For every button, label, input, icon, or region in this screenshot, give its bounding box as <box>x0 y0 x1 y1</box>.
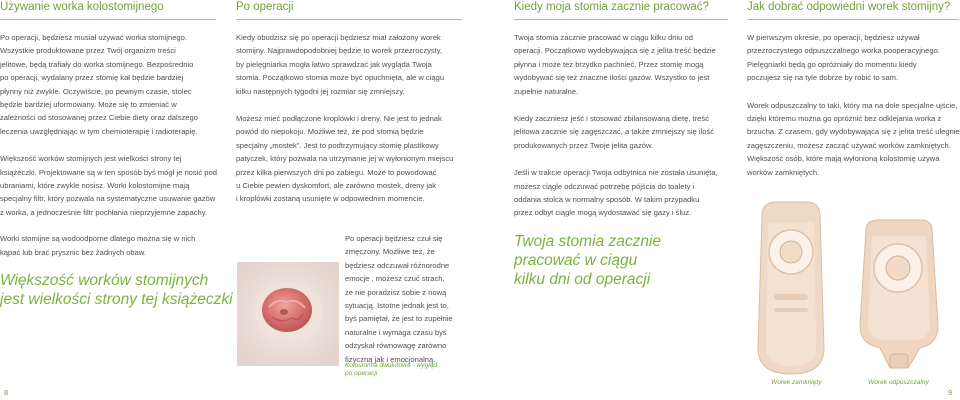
heading-choose-bag: Jak dobrać odpowiedni worek stomijny? <box>747 0 959 20</box>
paragraph-2: Kiedy zaczniesz jeść i stosować zbilansowaną dietę, treść jelitowa zacznie się zagęszczać, a także zmniejszy się ilość produkowanych przez Twoje jelita gazów. <box>514 114 715 150</box>
column-after-surgery <box>236 0 462 206</box>
paragraph-3: Worki stomijne są wodoodporne dlatego można się w nich kąpać lub brać prysznic bez żadnych obaw. <box>0 234 196 257</box>
heading-after-surgery: Po operacji <box>236 0 462 20</box>
page-number-right: 9 <box>948 388 953 397</box>
column-choose-bag <box>747 0 959 179</box>
caption-closed-pouch: Worek zamknięty <box>771 379 822 386</box>
pull-quote: Większość worków stomijnych jest wielkości strony tej książeczki <box>0 272 233 309</box>
column-colostomy-bag <box>0 0 233 309</box>
drainable-pouch-image <box>848 218 948 383</box>
paragraph-1: Po operacji, będziesz musiał używać worka stomijnego. Wszystkie produktowane przez Twój organizm treści jelitowe, będą trafiały do worka stomijnego. Bezpośrednio po operacji, wydalany przez stomię kał będzie bardziej płynny niż zwykle. Oczywiście, po pewnym czasie, stolec będzie bardziej uformowany. Może się to zmieniać w zależności od stosowanej przez Ciebie diety oraz dalszego leczenia uwzględniając w tym chemioterapię i radioterapię. <box>0 33 198 136</box>
paragraph-3: Jeśli w trakcie operacji Twoja odbytnica nie została usunięta, możesz ciągle odczuwać potrzebę pójścia do toalety i oddania stolca w normalny sposób. W takim przypadku przez odbyt ciągle mogą wydostawać się gazy i śluz. <box>514 168 718 218</box>
pull-quote: Twoja stomia zacznie pracować w ciągu kilku dni od operacji <box>514 232 662 288</box>
paragraph-1: Kiedy obudzisz się po operacji będziesz miał założony worek stomijny. Najprawdopodobniej będzie to worek przezroczysty, by pielęgniarka mogła łatwo sprawdzać jak wygląda Twoja stomia. Początkowo stomia może być opuchnięta, ale w ciągu kilku następnych tygodni jej rozmiar się zmniejszy. <box>236 33 445 96</box>
page-number-left: 8 <box>4 388 9 397</box>
closed-pouch-image <box>752 198 830 383</box>
paragraph-2: Worek odpuszczalny to taki, który ma na dole specjalne ujście, dzięki któremu można go opróżnić bez odklejania worka z brzucha. Z czasem, gdy wydobywająca się z jelita treść ulegnie zagęszczeniu, możesz zacząć używać worków zamkniętych. Większość osób, które mają wyłonioną kolostomię używa worków zamkniętych. <box>747 100 960 177</box>
column-when-stoma-works <box>514 0 728 289</box>
paragraph-1: W pierwszym okresie, po operacji, będziesz używał przezroczystego odpuszczalnego worka pooperacyjnego. Pielęgniarki będą go opróżniały do momentu kiedy poczujesz się na tyle dobrze by robić to sam. <box>747 33 940 83</box>
heading-when-stoma-works: Kiedy moja stomia zacznie pracować? <box>514 0 728 20</box>
paragraph-2: Większość worków stomijnych jest wielkości strony tej książeczki. Projektowane są w ten sposób byś mógł je nosić pod ubraniami, które zwykle nosisz. Worki kolostomijne mają specjalny filtr, który pozwala na systematyczne usuwanie gazów z worka, a jednocześnie filtr pochłania nieprzyjemne zapachy. <box>0 154 217 217</box>
paragraph-1: Twoja stomia zacznie pracować w ciągu kilku dniu od operacji. Początkowo wydobywająca się z jelita treść będzie płynna i może też brzydko pachnieć. Przez stomię mogą wydobywać się też znaczne ilości gazów. Wszystko to jest zupełnie naturalne. <box>514 33 716 96</box>
photo-caption: Kolostomia dwulufowa - wygląd po operacji <box>345 362 437 377</box>
caption-drainable-pouch: Worek odpuszczalny <box>868 379 929 386</box>
paragraph-3: Po operacji będziesz czuł się zmęczony. Możliwe też, że będziesz odczuwał różnorodne emocje , możesz czuć strach, że nie poradzisz sobie z nową sytuacją. Istotne jednak jest to, byś pamiętał, że jest to zupełnie naturalne i wymaga czasu byś odzyskał równowagę zarówno fizyczną jak i emocjonalną. <box>345 234 453 364</box>
paragraph-2: Możesz mieć podłączone kroplówki i dreny. Nie jest to jednak powód do niepokoju. Możliwe też, że pod stomią będzie specjalny „mostek". Jest to podtrzymujący stomię plastikowy patyczek, który pozwala na utrzymanie jej w wyłonionym miejscu przez kilka pierwszych dni po zabiegu. Może to powodować u Ciebie pewien dyskomfort, ale zarówno mostek, dreny jak i kroplówki zostaną usunięte w odpowiednim momencie. <box>236 114 454 204</box>
heading-colostomy-bag: Używanie worka kolostomijnego <box>0 0 216 20</box>
stoma-photo <box>237 262 339 366</box>
